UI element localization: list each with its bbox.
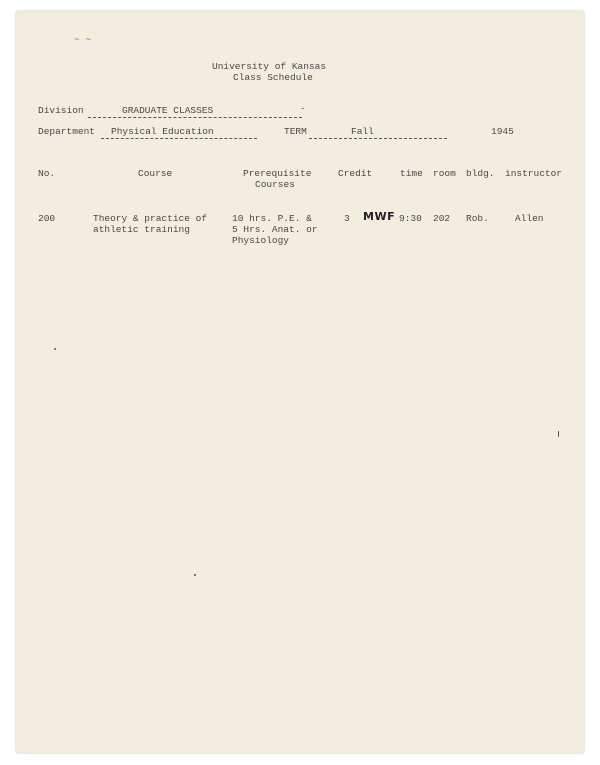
row-course-line2: athletic training [93,224,190,235]
corner-mark: ~ ~ [74,34,92,45]
term-underline [309,138,447,139]
row-days-handwritten: MWF [363,210,396,223]
paper-speck [194,574,196,576]
department-value: Physical Education [111,126,214,137]
row-room: 202 [433,213,451,224]
year: 1945 [491,126,514,137]
division-value: GRADUATE CLASSES [122,105,214,116]
schedule-subtitle: Class Schedule [233,72,313,83]
university-title: University of Kansas [212,61,327,72]
header-prereq-line1: Prerequisite [243,168,312,179]
paper-speck [558,431,559,437]
paper-speck [54,348,56,350]
row-no: 200 [38,213,56,224]
row-prereq-line1: 10 hrs. P.E. & [232,213,312,224]
row-prereq-line3: Physiology [232,235,290,246]
row-course-line1: Theory & practice of [93,213,208,224]
department-underline [101,138,257,139]
header-credit: Credit [338,168,373,179]
schedule-page [16,11,584,753]
header-no: No. [38,168,56,179]
row-bldg: Rob. [466,213,489,224]
header-room: room [433,168,456,179]
header-course: Course [138,168,173,179]
department-label: Department [38,126,96,137]
term-label: TERM [284,126,307,137]
row-time: 9:30 [399,213,422,224]
header-time: time [400,168,423,179]
row-credit: 3 [344,213,350,224]
header-instructor: instructor [505,168,563,179]
division-dash: - [300,103,306,114]
term-value: Fall [351,126,374,137]
row-instructor: Allen [515,213,544,224]
division-label: Division [38,105,84,116]
header-prereq-line2: Courses [255,179,295,190]
header-bldg: bldg. [466,168,495,179]
division-underline [88,117,302,118]
row-prereq-line2: 5 Hrs. Anat. or [232,224,318,235]
